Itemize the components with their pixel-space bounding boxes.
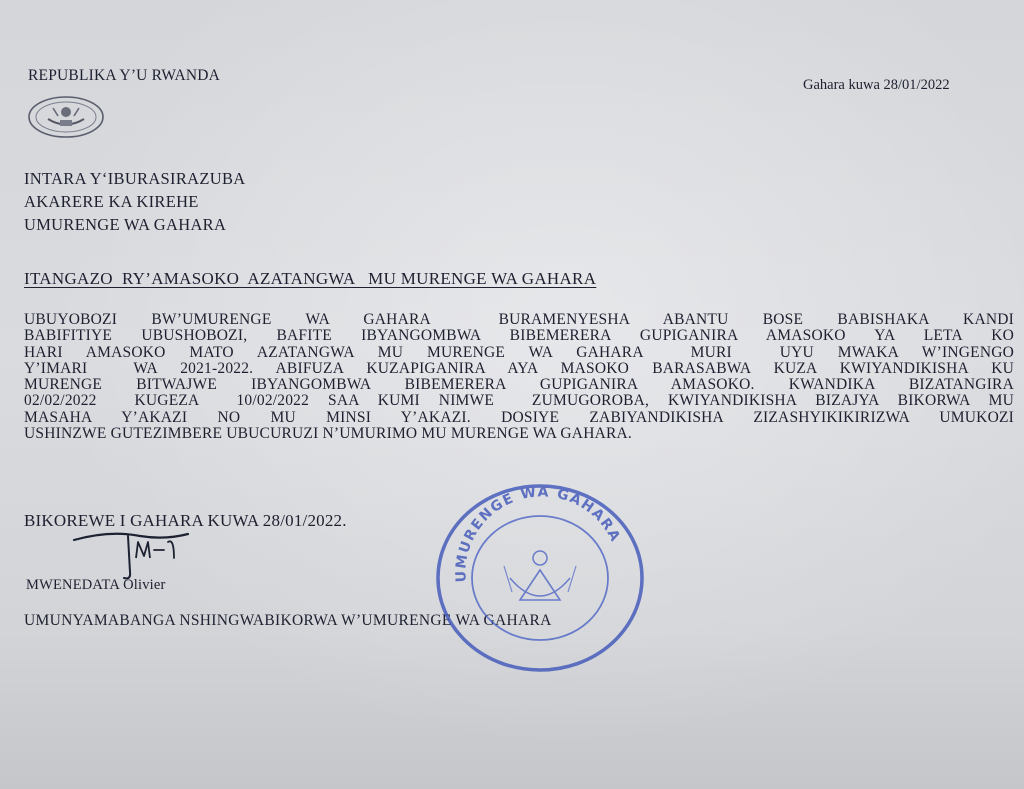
sector-line: UMURENGE WA GAHARA	[24, 215, 227, 234]
signed-place-date: BIKOREWE I GAHARA KUWA 28/01/2022.	[24, 511, 347, 530]
republic-heading: REPUBLIKA Y’U RWANDA	[28, 67, 221, 84]
signatory-name: MWENEDATA Olivier	[26, 577, 166, 593]
district-line: AKARERE KA KIREHE	[24, 192, 199, 211]
place-date: Gahara kuwa 28/01/2022	[803, 77, 950, 93]
notice-line: MURENGE BITWAJWE IBYANGOMBWA BIBEMERERA GUPIGANIRA AMASOKO. KWANDIKA BIZATANGIRA	[24, 376, 1014, 394]
coat-of-arms-icon	[26, 94, 106, 140]
notice-title: ITANGAZO RY’AMASOKO AZATANGWA MU MURENGE WA GAHARA	[24, 269, 597, 288]
notice-line: HARI AMASOKO MATO AZATANGWA MU MURENGE WA GAHARA MURI UYU MWAKA W’INGENGO	[24, 343, 1014, 361]
province-line: INTARA Y‘IBURASIRAZUBA	[24, 169, 246, 188]
notice-body	[24, 312, 1014, 442]
signatory-position: UMUNYAMABANGA NSHINGWABIKORWA W’UMURENGE WA GAHARA	[24, 612, 552, 629]
notice-line: USHINZWE GUTEZIMBERE UBUCURUZI N’UMURIMO MU MURENGE WA GAHARA.	[24, 425, 632, 443]
address-block	[24, 167, 245, 236]
notice-line: MASAHA Y’AKAZI NO MU MINSI Y’AKAZI. DOSIYE ZABIYANDIKISHA ZIZASHYIKIKIRIZWA UMUKOZI	[24, 408, 1014, 426]
notice-line: 02/02/2022 KUGEZA 10/02/2022 SAA KUMI NIMWE ZUMUGOROBA, KWIYANDIKISHA BIZAJYA BIKORWA MU	[24, 392, 1014, 410]
notice-line: Y’IMARI WA 2021-2022. ABIFUZA KUZAPIGANIRA AYA MASOKO BARASABWA KUZA KWIYANDIKISHA KU	[24, 359, 1014, 377]
notice-line: BABIFITIYE UBUSHOBOZI, BAFITE IBYANGOMBWA BIBEMERERA GUPIGANIRA AMASOKO YA LETA KO	[24, 327, 1014, 345]
notice-line: UBUYOBOZI BW’UMURENGE WA GAHARA BURAMENYESHA ABANTU BOSE BABISHAKA KANDI	[24, 311, 1014, 328]
official-stamp	[432, 474, 648, 674]
stamp-arc-text: UMURENGE WA GAHARA	[453, 484, 624, 583]
